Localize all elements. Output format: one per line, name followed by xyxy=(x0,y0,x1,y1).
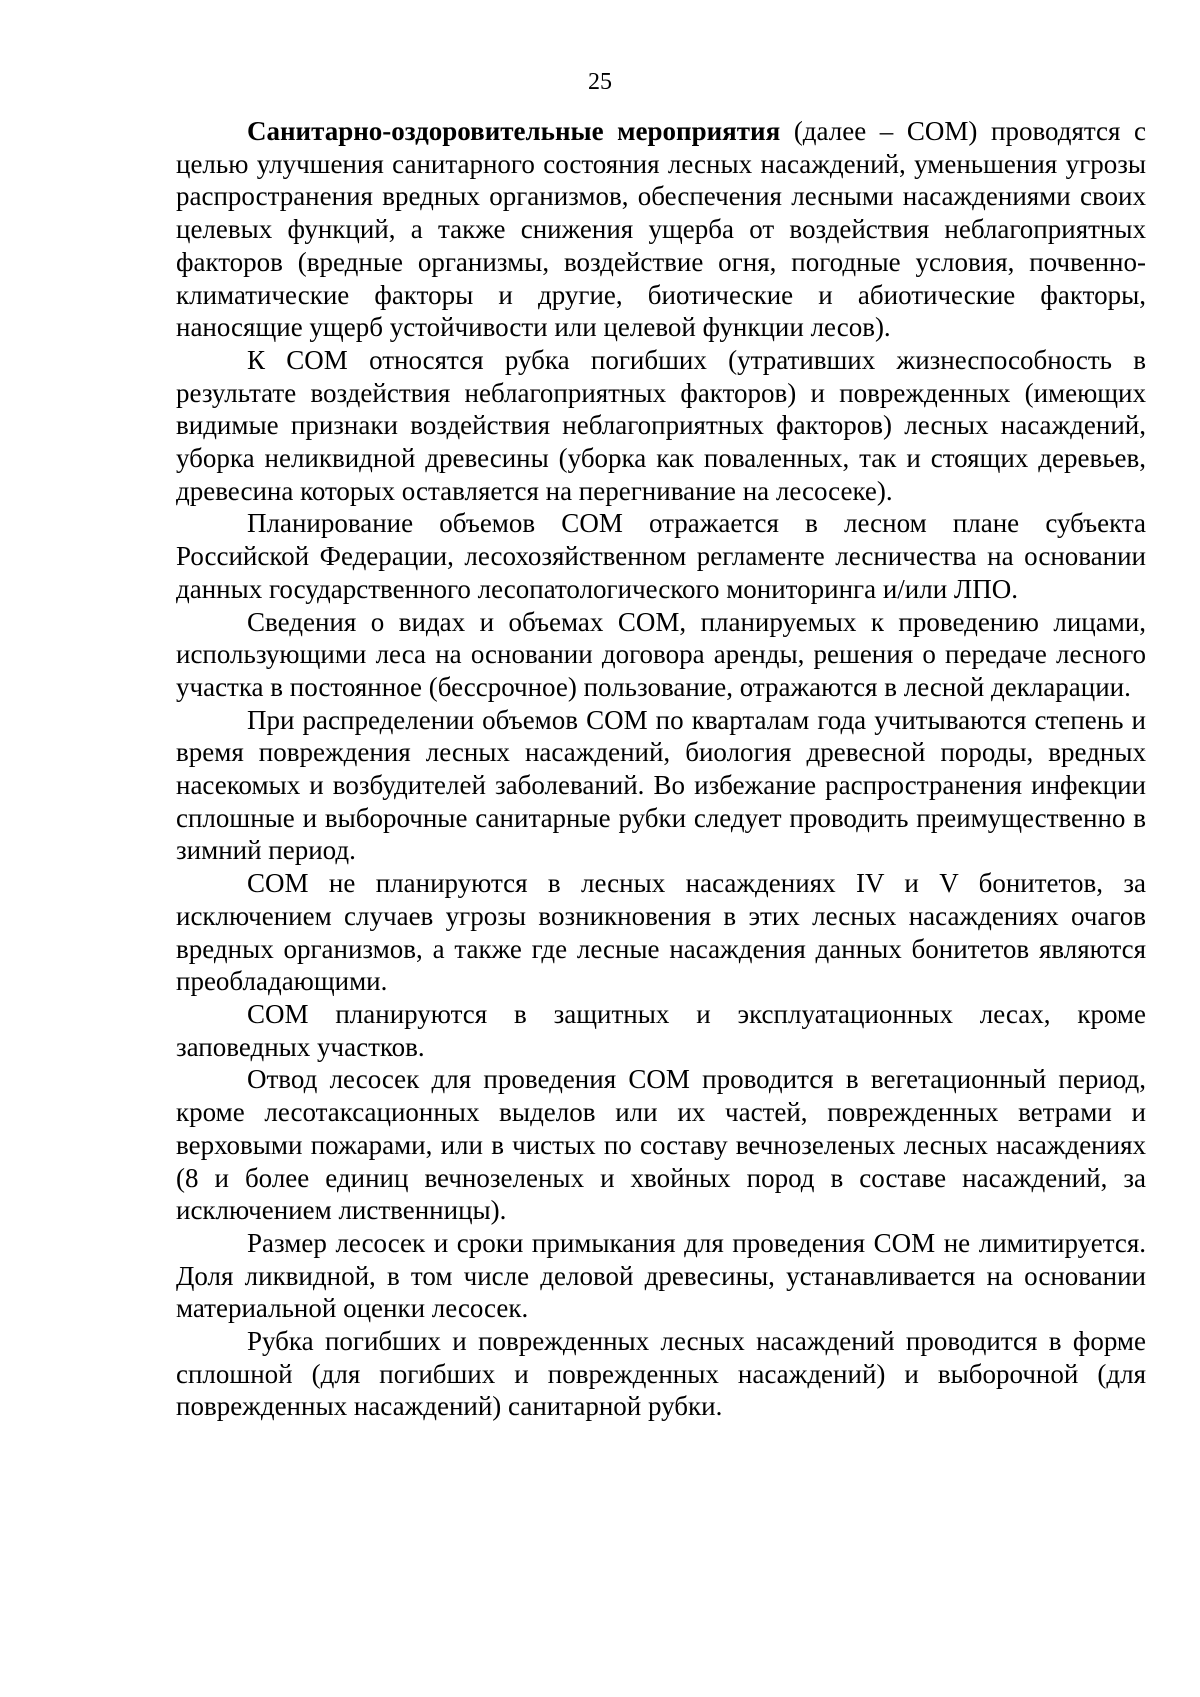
paragraph-som-declaration: Сведения о видах и объемах СОМ, планируемых к проведению лицами, использующими леса на основании договора аренды, решения о передаче лесного участка в постоянное (бессрочное) пользование, отражаются в лесной декларации. xyxy=(176,606,1146,702)
paragraph-som-felling: Рубка погибших и поврежденных лесных насаждений проводится в форме сплошной (для погибших и поврежденных насаждений) и выборочной (для поврежденных насаждений) санитарной рубки. xyxy=(176,1326,1146,1422)
paragraph-som-planning: Планирование объемов СОМ отражается в лесном плане субъекта Российской Федерации, лесохозяйственном регламенте лесничества на основании данных государственного лесопатологического мониторинга и/или ЛПО. xyxy=(176,508,1146,604)
paragraph-som-bonitet: СОМ не планируются в лесных насаждениях IV и V бонитетов, за исключением случаев угрозы возникновения в этих лесных насаждениях очагов вредных организмов, а также где лесные насаждения данных бонитетов являются преобладающими. xyxy=(176,868,1146,997)
term-heading: Санитарно-оздоровительные мероприятия xyxy=(247,116,781,146)
paragraph-som-definition xyxy=(176,115,1146,344)
page-number: 25 xyxy=(588,69,612,95)
body-text xyxy=(176,115,1146,1423)
paragraph-som-allotment: Отвод лесосек для проведения СОМ проводится в вегетационный период, кроме лесотаксационных выделов или их частей, поврежденных ветрами и верховыми пожарами, или в чистых по составу вечнозеленых лесных насаждениях (8 и более единиц вечнозеленых и хвойных пород в составе насаждений, за исключением лиственницы). xyxy=(176,1064,1146,1226)
paragraph-som-quarters: При распределении объемов СОМ по кварталам года учитываются степень и время повреждения лесных насаждений, биология древесной породы, вредных насекомых и возбудителей заболеваний. Во избежание распространения инфекции сплошные и выборочные санитарные рубки следует проводить преимущественно в зимний период. xyxy=(176,704,1146,866)
paragraph-som-forests: СОМ планируются в защитных и эксплуатационных лесах, кроме заповедных участков. xyxy=(176,998,1146,1062)
paragraph-som-size: Размер лесосек и сроки примыкания для проведения СОМ не лимитируется. Доля ликвидной, в том числе деловой древесины, устанавливается на основании материальной оценки лесосек. xyxy=(176,1227,1146,1324)
paragraph-som-scope: К СОМ относятся рубка погибших (утративших жизнеспособность в результате воздействия неблагоприятных факторов) и поврежденных (имеющих видимые признаки воздействия неблагоприятных факторов) лесных насаждений, уборка неликвидной древесины (уборка как поваленных, так и стоящих деревьев, древесина которых оставляется на перегнивание на лесосеке). xyxy=(176,344,1146,506)
paragraph-text: (далее – СОМ) проводятся с целью улучшения санитарного состояния лесных насаждений, уменьшения угрозы распространения вредных организмов, обеспечения лесными насаждениями своих целевых функций, а также снижения ущерба от воздействия неблагоприятных факторов (вредные организмы, воздействие огня, погодные условия, почвенно-климатические факторы и другие, биотические и абиотические факторы, наносящие ущерб устойчивости или целевой функции лесов). xyxy=(176,116,1146,343)
